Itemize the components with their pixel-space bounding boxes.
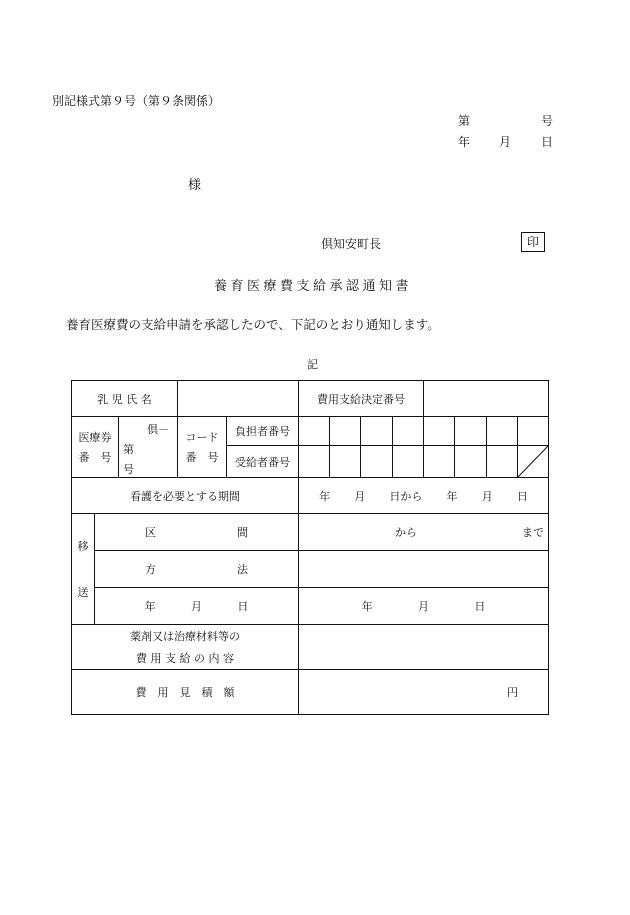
period-year-2: 年: [446, 489, 458, 503]
addressee-suffix: 様: [188, 178, 202, 193]
kutchan-prefix: 倶－: [147, 423, 169, 436]
body-text: 養育医療費の支給申請を承認したので、下記のとおり通知します。: [66, 317, 440, 332]
transfer-year-r: 年: [361, 600, 373, 613]
form-number: 別記様式第９号（第９条関係）: [52, 94, 221, 108]
drug-cost-label-2: 費 用 支 給 の 内 容: [136, 652, 234, 665]
medical-ticket-label-2: 番 号: [78, 451, 112, 464]
payer-digit-4[interactable]: [393, 417, 424, 446]
transfer-month: 月: [190, 600, 202, 613]
transfer-month-r: 月: [417, 600, 429, 613]
code-number-label: [178, 417, 227, 478]
payer-digit-8[interactable]: [518, 417, 549, 446]
care-period-label: 看護を必要とする期間: [72, 478, 299, 514]
payer-digit-3[interactable]: [361, 417, 393, 446]
recipient-digit-3[interactable]: [361, 446, 393, 478]
method-label: [95, 551, 299, 588]
recipient-digit-4[interactable]: [393, 446, 424, 478]
section-label-b: 間: [237, 526, 248, 539]
date-year: 年: [458, 135, 471, 149]
code-label-1: コード: [185, 431, 219, 444]
transfer-label-1: 移: [77, 540, 89, 553]
transfer-year: 年: [144, 600, 156, 613]
issuer-name: 倶知安町長: [321, 237, 382, 251]
medical-ticket-number[interactable]: [119, 417, 178, 478]
transfer-label-2: 送: [77, 586, 89, 599]
ki-label: 記: [307, 358, 318, 371]
transfer-date-field[interactable]: [299, 588, 549, 625]
seal-box: 印: [521, 232, 545, 252]
payer-number-label: 負担者番号: [227, 417, 299, 446]
recipient-digit-6[interactable]: [455, 446, 487, 478]
section-field[interactable]: [299, 514, 549, 551]
form-table: [71, 380, 549, 715]
section-until: まで: [522, 526, 544, 539]
recipient-digit-5[interactable]: [424, 446, 455, 478]
section-label: [95, 514, 299, 551]
payer-digit-6[interactable]: [455, 417, 487, 446]
doc-number-go: 号: [541, 114, 554, 128]
transfer-label: [72, 514, 95, 625]
period-day-2: 日: [516, 489, 528, 503]
date-month: 月: [499, 135, 512, 149]
recipient-digit-1[interactable]: [299, 446, 330, 478]
ticket-dai: 第: [123, 443, 134, 456]
infant-name-label: 乳 児 氏 名: [72, 381, 178, 417]
drug-cost-field[interactable]: [299, 625, 549, 670]
decision-number-label: 費用支給決定番号: [299, 381, 424, 417]
recipient-digit-2[interactable]: [330, 446, 361, 478]
drug-cost-label-1: 薬剤又は治療材料等の: [130, 630, 240, 643]
period-month: 月: [354, 489, 366, 503]
yen-unit: 円: [507, 686, 518, 699]
diagonal-line: [518, 446, 548, 477]
transfer-date-label: [95, 588, 299, 625]
period-month-2: 月: [481, 489, 493, 503]
section-label-a: 区: [145, 526, 156, 539]
decision-number-field[interactable]: [424, 381, 549, 417]
code-label-2: 番 号: [185, 451, 219, 464]
document-title: 養育医療費支給承認通知書: [214, 279, 413, 294]
cost-estimate-field[interactable]: [299, 670, 549, 715]
payer-digit-5[interactable]: [424, 417, 455, 446]
drug-cost-label: [72, 625, 299, 670]
ticket-go: 号: [123, 463, 134, 476]
method-label-b: 法: [237, 563, 248, 576]
period-year: 年: [319, 489, 331, 503]
section-from: から: [395, 526, 417, 539]
payer-digit-7[interactable]: [487, 417, 518, 446]
cost-estimate-label: 費 用 見 積 額: [72, 670, 299, 715]
medical-ticket-label: [72, 417, 119, 478]
method-label-a: 方: [145, 563, 156, 576]
recipient-number-label: 受給者番号: [227, 446, 299, 478]
recipient-diagonal-cell: [518, 446, 549, 478]
transfer-day: 日: [237, 600, 249, 613]
recipient-digit-7[interactable]: [487, 446, 518, 478]
doc-number-dai: 第: [458, 114, 471, 128]
method-field[interactable]: [299, 551, 549, 588]
care-period-field[interactable]: [299, 478, 549, 514]
period-from: 日から: [389, 489, 423, 503]
transfer-day-r: 日: [474, 600, 486, 613]
medical-ticket-label-1: 医療券: [78, 431, 112, 444]
payer-digit-1[interactable]: [299, 417, 330, 446]
payer-digit-2[interactable]: [330, 417, 361, 446]
date-day: 日: [541, 135, 554, 149]
infant-name-field[interactable]: [178, 381, 299, 417]
